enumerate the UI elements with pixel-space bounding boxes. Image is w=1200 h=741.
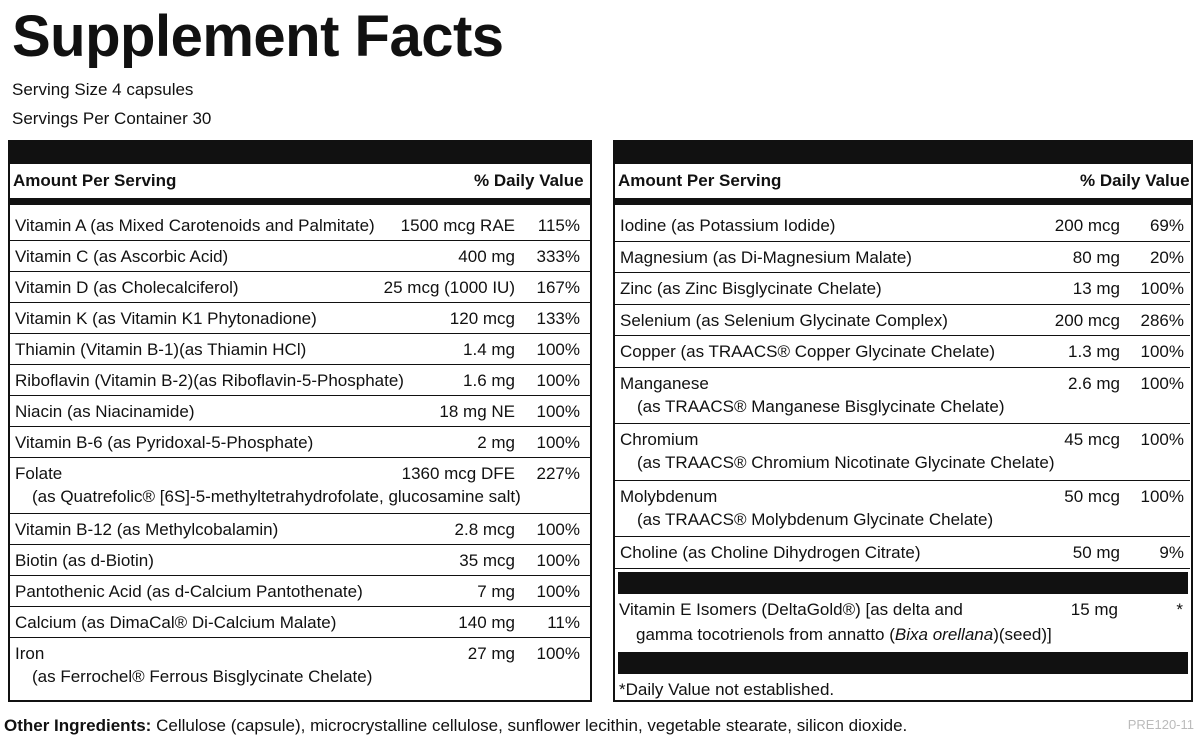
nutrient-row bbox=[615, 481, 1190, 538]
nutrient-row bbox=[10, 545, 590, 576]
other-ingredients-text: Cellulose (capsule), microcrystalline cellulose, sunflower lecithin, vegetable stearate, silicon dioxide. bbox=[151, 716, 908, 735]
nutrient-source: (as Ferrochel® Ferrous Bisglycinate Chelate) bbox=[32, 667, 373, 686]
nutrient-name: Folate bbox=[15, 464, 63, 483]
nutrient-row bbox=[10, 396, 590, 427]
nutrient-name: Iodine (as Potassium Iodide) bbox=[620, 216, 836, 235]
right-header-dv: % Daily Value bbox=[1080, 171, 1190, 190]
nutrient-row bbox=[10, 241, 590, 272]
nutrient-dv: 11% bbox=[547, 613, 580, 632]
vitamin-e-amount: 15 mg bbox=[1070, 600, 1118, 619]
nutrient-name: Vitamin C (as Ascorbic Acid) bbox=[15, 247, 229, 266]
vitamin-e-source bbox=[636, 624, 1052, 646]
vitamin-e-source-pre: gamma tocotrienols from annatto ( bbox=[636, 625, 895, 644]
nutrient-amount: 27 mg bbox=[467, 644, 515, 663]
nutrient-amount: 1500 mcg RAE bbox=[400, 216, 515, 235]
nutrient-dv: 100% bbox=[536, 644, 580, 663]
nutrient-dv: 100% bbox=[536, 551, 580, 570]
nutrient-row bbox=[615, 305, 1190, 337]
nutrient-amount: 1360 mcg DFE bbox=[401, 464, 515, 483]
nutrient-amount: 140 mg bbox=[458, 613, 515, 632]
nutrient-amount: 25 mcg (1000 IU) bbox=[383, 278, 515, 297]
nutrient-amount: 18 mg NE bbox=[439, 402, 515, 421]
nutrient-name: Copper (as TRAACS® Copper Glycinate Chelate) bbox=[620, 342, 996, 361]
nutrient-dv: 69% bbox=[1149, 216, 1184, 235]
servings-per-container: Servings Per Container 30 bbox=[12, 109, 212, 128]
nutrient-dv: 133% bbox=[536, 309, 580, 328]
nutrient-dv: 167% bbox=[536, 278, 580, 297]
nutrient-row bbox=[10, 365, 590, 396]
nutrient-source: (as Quatrefolic® [6S]-5-methyltetrahydrofolate, glucosamine salt) bbox=[32, 487, 521, 506]
nutrient-name: Molybdenum bbox=[620, 486, 718, 506]
nutrient-amount: 1.3 mg bbox=[1068, 342, 1120, 361]
nutrient-dv: 286% bbox=[1140, 310, 1184, 330]
nutrient-dv: 100% bbox=[536, 402, 580, 421]
nutrient-row bbox=[10, 334, 590, 365]
nutrient-name: Riboflavin (Vitamin B-2)(as Riboflavin-5-Phosphate) bbox=[15, 371, 404, 390]
nutrient-row bbox=[10, 303, 590, 334]
vitamin-e-dv: * bbox=[1176, 600, 1183, 619]
supplement-title: Supplement Facts bbox=[12, 4, 504, 69]
nutrient-name: Vitamin D (as Cholecalciferol) bbox=[15, 278, 239, 297]
nutrient-name: Chromium bbox=[620, 430, 699, 449]
left-header-rule bbox=[8, 198, 592, 205]
nutrient-dv: 100% bbox=[536, 340, 580, 359]
nutrient-row bbox=[615, 242, 1190, 274]
other-ingredients bbox=[4, 715, 907, 737]
nutrient-row bbox=[10, 607, 590, 638]
nutrient-name: Iron bbox=[15, 644, 45, 663]
nutrient-amount: 200 mcg bbox=[1054, 216, 1120, 235]
nutrient-dv: 20% bbox=[1149, 247, 1184, 267]
nutrient-row bbox=[10, 576, 590, 607]
nutrient-name: Magnesium (as Di-Magnesium Malate) bbox=[620, 247, 912, 267]
nutrient-name: Vitamin B-6 (as Pyridoxal-5-Phosphate) bbox=[15, 433, 314, 452]
nutrient-amount: 1.4 mg bbox=[463, 340, 515, 359]
right-top-bar bbox=[613, 140, 1193, 164]
nutrient-source: (as TRAACS® Molybdenum Glycinate Chelate) bbox=[637, 509, 994, 529]
left-header-amount: Amount Per Serving bbox=[13, 171, 177, 190]
nutrient-row bbox=[10, 210, 590, 241]
nutrient-amount: 35 mcg bbox=[459, 551, 515, 570]
nutrient-row bbox=[615, 336, 1190, 368]
nutrient-source: (as TRAACS® Manganese Bisglycinate Chelate) bbox=[637, 396, 1005, 416]
right-header-rule bbox=[613, 198, 1193, 205]
nutrient-amount: 13 mg bbox=[1072, 279, 1120, 298]
nutrient-amount: 2 mg bbox=[477, 433, 515, 452]
nutrient-dv: 333% bbox=[536, 247, 580, 266]
left-top-bar bbox=[8, 140, 592, 164]
nutrient-amount: 50 mcg bbox=[1064, 486, 1120, 506]
nutrient-name: Vitamin K (as Vitamin K1 Phytonadione) bbox=[15, 309, 317, 328]
nutrient-amount: 45 mcg bbox=[1064, 430, 1120, 449]
nutrient-amount: 400 mg bbox=[458, 247, 515, 266]
vitamin-e-source-post: )(seed)] bbox=[993, 625, 1052, 644]
nutrient-dv: 227% bbox=[536, 464, 580, 483]
nutrient-row bbox=[615, 537, 1190, 569]
nutrient-name: Pantothenic Acid (as d-Calcium Pantothenate) bbox=[15, 582, 363, 601]
nutrient-amount: 7 mg bbox=[477, 582, 515, 601]
nutrient-dv: 100% bbox=[536, 371, 580, 390]
nutrient-name: Vitamin A (as Mixed Carotenoids and Palmitate) bbox=[15, 216, 375, 235]
nutrient-dv: 115% bbox=[537, 216, 580, 235]
nutrient-row bbox=[10, 514, 590, 545]
right-separator-bar-2 bbox=[618, 652, 1188, 674]
nutrient-row bbox=[615, 368, 1190, 425]
nutrient-dv: 100% bbox=[536, 582, 580, 601]
nutrient-name: Niacin (as Niacinamide) bbox=[15, 402, 195, 421]
product-code: PRE120-11 bbox=[1127, 717, 1194, 732]
vitamin-e-name: Vitamin E Isomers (DeltaGold®) [as delta and bbox=[619, 600, 963, 619]
nutrient-name: Choline (as Choline Dihydrogen Citrate) bbox=[620, 543, 921, 562]
nutrient-name: Thiamin (Vitamin B-1)(as Thiamin HCl) bbox=[15, 340, 307, 359]
nutrient-dv: 9% bbox=[1159, 543, 1184, 562]
nutrient-amount: 120 mcg bbox=[449, 309, 515, 328]
nutrient-row bbox=[615, 273, 1190, 305]
nutrient-amount: 2.8 mcg bbox=[454, 520, 515, 539]
nutrient-dv: 100% bbox=[1140, 373, 1184, 393]
right-separator-bar-1 bbox=[618, 572, 1188, 594]
nutrient-name: Biotin (as d-Biotin) bbox=[15, 551, 154, 570]
nutrient-name: Vitamin B-12 (as Methylcobalamin) bbox=[15, 520, 279, 539]
vitamin-e-source-latin: Bixa orellana bbox=[894, 625, 994, 644]
nutrient-name: Manganese bbox=[620, 373, 709, 393]
nutrient-amount: 200 mcg bbox=[1054, 310, 1120, 330]
nutrient-name: Zinc (as Zinc Bisglycinate Chelate) bbox=[620, 279, 882, 298]
nutrient-row bbox=[10, 427, 590, 458]
nutrient-dv: 100% bbox=[1140, 486, 1184, 506]
nutrient-dv: 100% bbox=[536, 433, 580, 452]
nutrient-row bbox=[10, 272, 590, 303]
nutrient-dv: 100% bbox=[536, 520, 580, 539]
nutrient-amount: 1.6 mg bbox=[463, 371, 515, 390]
nutrient-dv: 100% bbox=[1140, 342, 1184, 361]
serving-size: Serving Size 4 capsules bbox=[12, 80, 194, 99]
dv-footnote: *Daily Value not established. bbox=[619, 680, 835, 699]
other-ingredients-label: Other Ingredients: bbox=[4, 716, 152, 735]
nutrient-amount: 50 mg bbox=[1072, 543, 1120, 562]
nutrient-row bbox=[10, 638, 590, 694]
nutrient-row bbox=[615, 210, 1190, 242]
nutrient-dv: 100% bbox=[1140, 279, 1184, 298]
nutrient-row bbox=[10, 458, 590, 514]
nutrient-amount: 80 mg bbox=[1072, 247, 1120, 267]
nutrient-name: Calcium (as DimaCal® Di-Calcium Malate) bbox=[15, 613, 337, 632]
nutrient-source: (as TRAACS® Chromium Nicotinate Glycinate Chelate) bbox=[637, 453, 1055, 472]
nutrient-row bbox=[615, 424, 1190, 481]
nutrient-dv: 100% bbox=[1140, 430, 1184, 449]
right-header-amount: Amount Per Serving bbox=[618, 171, 782, 190]
left-header-dv: % Daily Value bbox=[474, 171, 584, 190]
nutrient-amount: 2.6 mg bbox=[1068, 373, 1120, 393]
nutrient-name: Selenium (as Selenium Glycinate Complex) bbox=[620, 310, 948, 330]
